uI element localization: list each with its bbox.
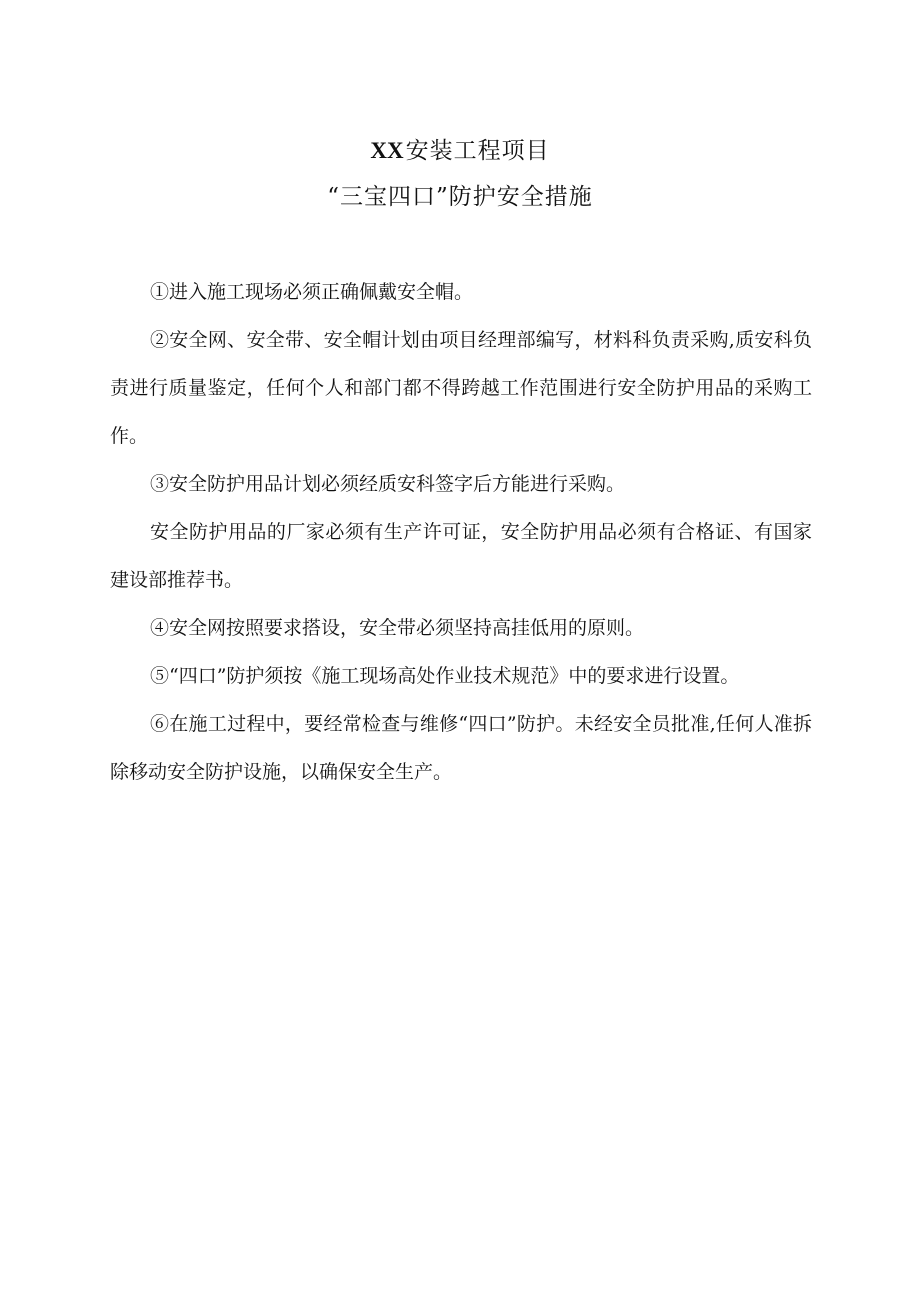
paragraph-6: ⑤“四口”防护须按《施工现场高处作业技术规范》中的要求进行设置。: [150, 665, 740, 687]
paragraph-7: ⑥在施工过程中，要经常检查与维修“四口”防护。未经安全员批准,任何人准拆除移动安全防护设施，以确保安全生产。: [110, 713, 812, 783]
title-prefix: XX: [370, 138, 404, 163]
document-body: [110, 268, 812, 796]
paragraph-4: 安全防护用品的厂家必须有生产许可证，安全防护用品必须有合格证、有国家建设部推荐书。: [110, 521, 812, 591]
paragraph-2: ②安全网、安全带、安全帽计划由项目经理部编写，材料科负责采购,质安科负责进行质量鉴定，任何个人和部门都不得跨越工作范围进行安全防护用品的采购工作。: [110, 329, 812, 447]
paragraph-3: ③安全防护用品计划必须经质安科签字后方能进行采购。: [150, 473, 626, 495]
paragraph-1: ①进入施工现场必须正确佩戴安全帽。: [150, 281, 474, 303]
title-line-2: “三宝四口”防护安全措施: [327, 184, 593, 210]
title-line-1: [0, 128, 920, 174]
paragraph-5: ④安全网按照要求搭设，安全带必须坚持高挂低用的原则。: [150, 617, 645, 639]
title-main: 安装工程项目: [405, 138, 550, 164]
document-title: [0, 128, 920, 220]
